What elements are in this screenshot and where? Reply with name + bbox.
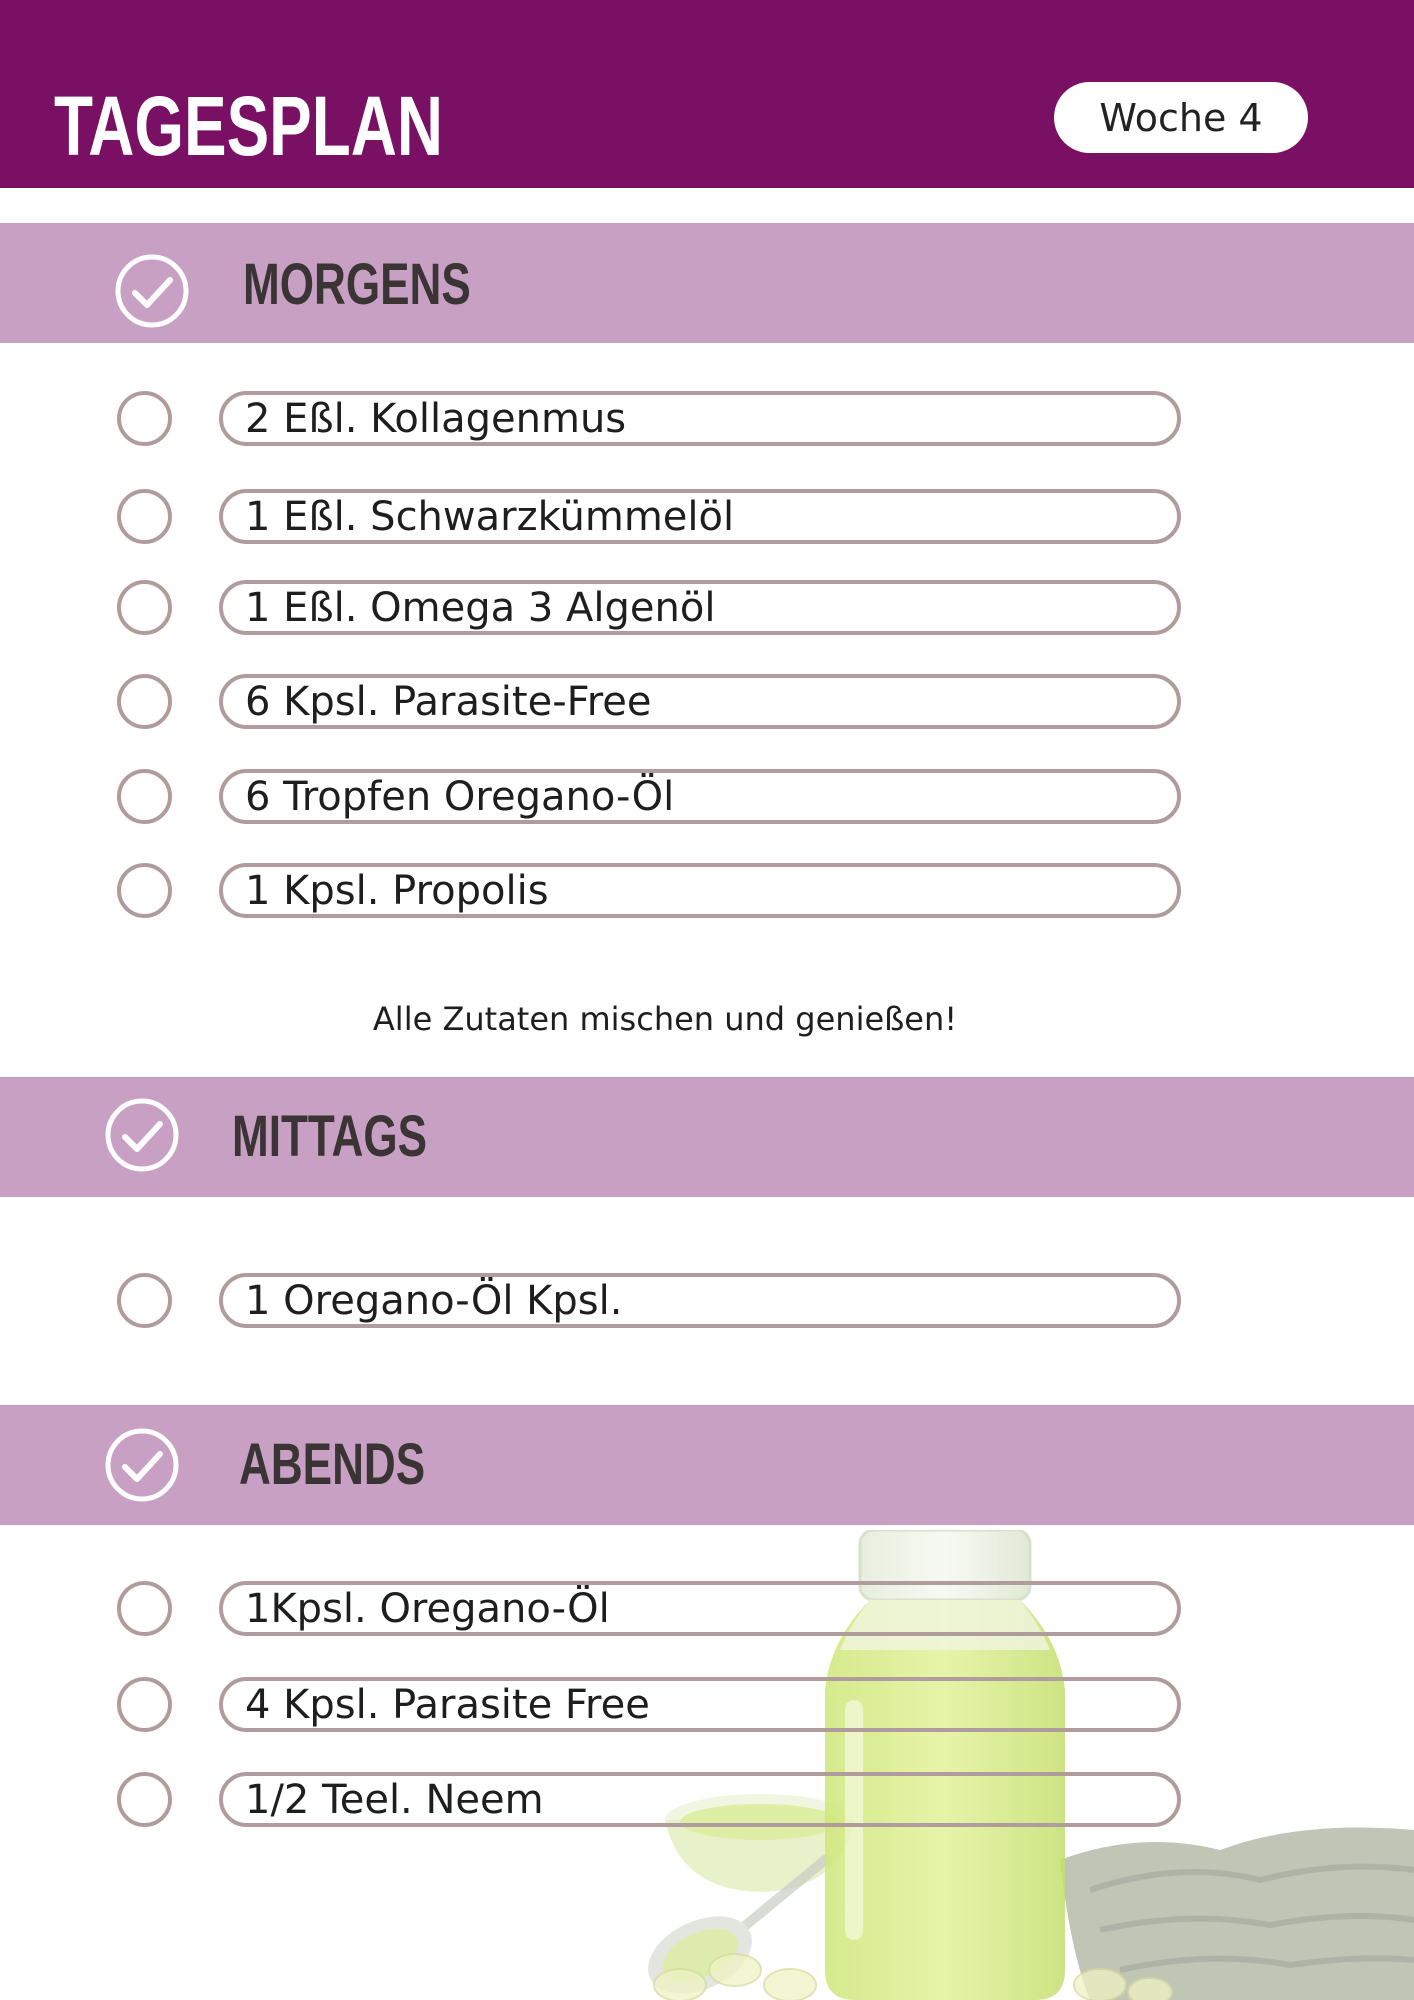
item-label: 1 Eßl. Omega 3 Algenöl: [219, 580, 1181, 635]
item-label: 1 Eßl. Schwarzkümmelöl: [219, 489, 1181, 544]
item-checkbox[interactable]: [117, 863, 172, 918]
item-label: 1 Oregano-Öl Kpsl.: [219, 1273, 1181, 1328]
item-checkbox[interactable]: [117, 769, 172, 824]
section-title: ABENDS: [239, 1432, 426, 1497]
page-title: TAGESPLAN: [54, 79, 443, 173]
section-title: MITTAGS: [232, 1104, 428, 1169]
item-checkbox[interactable]: [117, 391, 172, 446]
week-badge: Woche 4: [1054, 82, 1308, 153]
item-checkbox[interactable]: [117, 1273, 172, 1328]
item-label: 1 Kpsl. Propolis: [219, 863, 1181, 918]
instruction-note: Alle Zutaten mischen und genießen!: [372, 1000, 958, 1038]
item-label: 6 Tropfen Oregano-Öl: [219, 769, 1181, 824]
item-checkbox[interactable]: [117, 489, 172, 544]
item-checkbox[interactable]: [117, 674, 172, 729]
item-checkbox[interactable]: [117, 580, 172, 635]
section-title: MORGENS: [243, 252, 471, 317]
item-checkbox[interactable]: [117, 1772, 172, 1827]
item-label: 4 Kpsl. Parasite Free: [219, 1677, 1181, 1732]
item-label: 6 Kpsl. Parasite-Free: [219, 674, 1181, 729]
item-label: 1/2 Teel. Neem: [219, 1772, 1181, 1827]
item-label: 1Kpsl. Oregano-Öl: [219, 1581, 1181, 1636]
item-checkbox[interactable]: [117, 1677, 172, 1732]
item-label: 2 Eßl. Kollagenmus: [219, 391, 1181, 446]
item-checkbox[interactable]: [117, 1581, 172, 1636]
